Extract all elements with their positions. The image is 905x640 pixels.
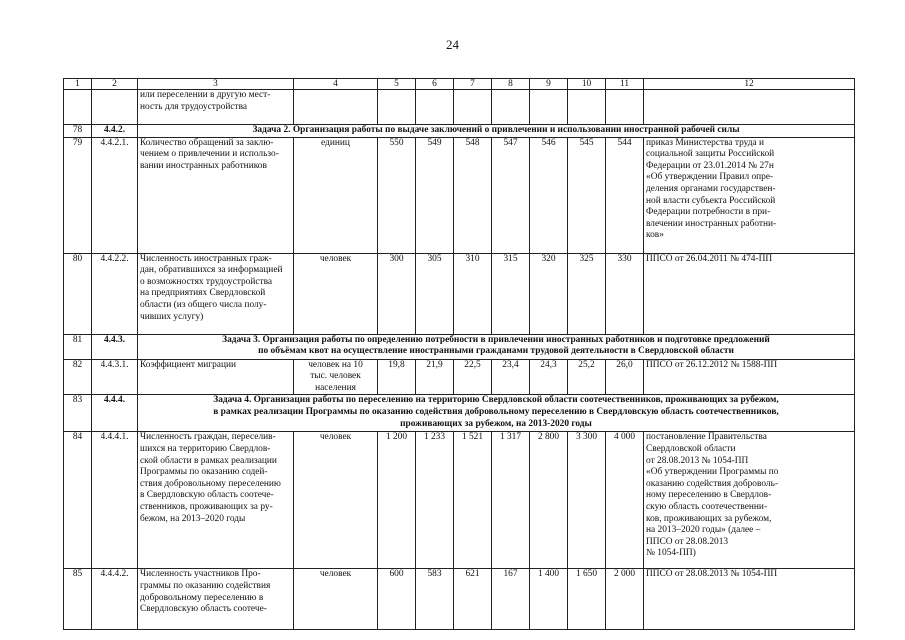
task-title — [138, 395, 855, 432]
text-line: ППСО от 26.12.2012 № 1588-ПП — [646, 359, 778, 370]
row-code: 4.4.2.1. — [92, 137, 138, 253]
text-line: шихся на территорию Свердлов- — [140, 443, 271, 454]
text-line: добровольному переселению в — [140, 592, 264, 603]
text-line: Численность граждан, переселив- — [140, 432, 276, 443]
task-title — [138, 334, 855, 359]
text-line: ной власти субъекта Российской — [646, 195, 776, 206]
header-cell: 4 — [294, 79, 378, 90]
page-number: 24 — [446, 37, 459, 52]
value-cell: 545 — [568, 137, 606, 253]
table-row-82 — [64, 359, 855, 395]
row-code: 4.4.4. — [92, 395, 138, 432]
indicator-cell — [138, 569, 294, 630]
text-line: оказанию содействия доброволь- — [646, 478, 778, 489]
value-cell: 583 — [416, 569, 454, 630]
value-cell: 1 521 — [454, 432, 492, 569]
text-line: ственников, проживающих за ру- — [140, 501, 273, 512]
text-line: населения — [315, 382, 356, 393]
text-line: по объёмам квот на осуществление иностранными гражданами трудовой деятельности в Свердловской области — [258, 346, 734, 357]
value-cell: 315 — [492, 253, 530, 334]
header-cell: 5 — [378, 79, 416, 90]
value-cell: 19,8 — [378, 359, 416, 395]
value-cell: 2 000 — [606, 569, 644, 630]
text-line: ской области в рамках реализации — [140, 455, 277, 466]
text-line: Программы по оказанию содей- — [140, 467, 268, 478]
unit-cell — [294, 359, 378, 395]
text-line: или переселении в другую мест- — [140, 90, 271, 100]
value-cell: 550 — [378, 137, 416, 253]
text-line: в Свердловскую область соотече- — [140, 490, 274, 501]
value-cell: 23,4 — [492, 359, 530, 395]
value-cell: 22,5 — [454, 359, 492, 395]
text-line: ствия добровольному переселению — [140, 478, 281, 489]
task-row-83 — [64, 395, 855, 432]
text-line: на предприятиях Свердловской — [140, 288, 266, 299]
value-cell: 3 300 — [568, 432, 606, 569]
text-line: социальной защиты Российской — [646, 149, 775, 160]
unit-cell — [294, 432, 378, 569]
text-line: № 1054-ПП) — [646, 548, 696, 559]
value-cell: 600 — [378, 569, 416, 630]
value-cell: 2 800 — [530, 432, 568, 569]
header-cell: 10 — [568, 79, 606, 90]
source-cell — [644, 359, 855, 395]
row-number: 84 — [64, 432, 92, 569]
indicator-cell — [138, 359, 294, 395]
task-row-81 — [64, 334, 855, 359]
text-line: ППСО от 26.04.2011 № 474-ПП — [646, 253, 773, 264]
text-line: области (из общего числа полу- — [140, 299, 267, 310]
header-cell: 3 — [138, 79, 294, 90]
text-line: постановление Правительства — [646, 432, 767, 443]
source-cell — [644, 137, 855, 253]
indicator-cell — [138, 90, 294, 125]
source-cell — [644, 432, 855, 569]
text-line: вании иностранных работников — [140, 160, 267, 171]
value-cell: 547 — [492, 137, 530, 253]
header-cell: 11 — [606, 79, 644, 90]
header-cell: 1 — [64, 79, 92, 90]
header-cell: 9 — [530, 79, 568, 90]
text-line: Федерации потребности в при- — [646, 207, 771, 218]
source-cell — [644, 253, 855, 334]
row-code: 4.4.4.2. — [92, 569, 138, 630]
task-row-78 — [64, 125, 855, 138]
text-line: Федерации от 23.01.2014 № 27н — [646, 160, 774, 171]
value-cell: 1 650 — [568, 569, 606, 630]
row-number: 78 — [64, 125, 92, 138]
indicator-cell — [138, 253, 294, 334]
value-cell: 26,0 — [606, 359, 644, 395]
text-line: проживающих за рубежом, на 2013-2020 годы — [400, 418, 592, 429]
text-line: влечении иностранных работни- — [646, 218, 777, 229]
row-number: 80 — [64, 253, 92, 334]
value-cell: 546 — [530, 137, 568, 253]
row-code: 4.4.4.1. — [92, 432, 138, 569]
text-line: «Об утверждении Правил опре- — [646, 172, 774, 183]
value-cell: 548 — [454, 137, 492, 253]
text-line: от 28.08.2013 № 1054-ПП — [646, 455, 749, 466]
value-cell: 549 — [416, 137, 454, 253]
value-cell: 1 200 — [378, 432, 416, 569]
value-cell: 305 — [416, 253, 454, 334]
row-code: 4.4.2. — [92, 125, 138, 138]
value-cell: 325 — [568, 253, 606, 334]
text-line: человек — [319, 432, 352, 443]
value-cell: 310 — [454, 253, 492, 334]
text-line: Коэффициент миграции — [140, 359, 237, 370]
value-cell: 320 — [530, 253, 568, 334]
text-line: приказ Министерства труда и — [646, 137, 765, 148]
text-line: ков, проживающих за рубежом, — [646, 513, 772, 524]
table-row-84 — [64, 432, 855, 569]
text-line: скую область соотечественни- — [646, 501, 768, 512]
text-line: Количество обращений за заклю- — [140, 137, 274, 148]
text-line: Задача 3. Организация работы по определению потребности в привлечении иностранных работников и подготовке предложений — [222, 334, 770, 345]
text-line: ков» — [646, 230, 664, 241]
header-row — [64, 79, 855, 90]
text-line: Задача 2. Организация работы по выдаче заключений о привлечении и использовании иностранной рабочей силы — [252, 125, 740, 135]
text-line: в рамках реализации Программы по оказанию содействия добровольному переселению в Свердловскую область соотечественников, — [213, 406, 779, 417]
indicator-cell — [138, 137, 294, 253]
value-cell: 330 — [606, 253, 644, 334]
header-cell: 2 — [92, 79, 138, 90]
text-line: ППСО от 28.08.2013 — [646, 536, 729, 547]
row-number: 81 — [64, 334, 92, 359]
row-number: 79 — [64, 137, 92, 253]
text-line: о возможностях трудоустройства — [140, 276, 273, 287]
table-row-80 — [64, 253, 855, 334]
row-code: 4.4.3.1. — [92, 359, 138, 395]
row-code: 4.4.2.2. — [92, 253, 138, 334]
text-line: ному переселению в Свердлов- — [646, 490, 772, 501]
continuation-row — [64, 90, 855, 125]
header-cell: 12 — [644, 79, 855, 90]
task-title — [138, 125, 855, 138]
header-cell: 7 — [454, 79, 492, 90]
text-line: деления органами государствен- — [646, 183, 776, 194]
value-cell: 1 317 — [492, 432, 530, 569]
text-line: Свердловской области — [646, 443, 736, 454]
value-cell: 1 233 — [416, 432, 454, 569]
row-code: 4.4.3. — [92, 334, 138, 359]
source-cell — [644, 569, 855, 630]
text-line: Задача 4. Организация работы по переселению на территорию Свердловской области соотечественников, проживающих за рубежом, — [213, 395, 779, 406]
text-line: человек на 10 — [308, 359, 363, 370]
text-line: чением о привлечении и использо- — [140, 149, 279, 160]
header-cell: 6 — [416, 79, 454, 90]
text-line: граммы по оказанию содействия — [140, 580, 271, 591]
unit-cell — [294, 569, 378, 630]
text-line: дан, обратившихся за информацией — [140, 265, 283, 276]
text-line: человек — [319, 253, 352, 264]
unit-cell — [294, 137, 378, 253]
text-line: бежом, на 2013–2020 годы — [140, 513, 246, 524]
text-line: на 2013–2020 годы» (далее – — [646, 525, 761, 536]
text-line: человек — [319, 569, 352, 580]
row-number: 82 — [64, 359, 92, 395]
row-number: 85 — [64, 569, 92, 630]
indicator-cell — [138, 432, 294, 569]
value-cell: 24,3 — [530, 359, 568, 395]
text-line: чивших услугу) — [140, 311, 204, 322]
indicators-table — [63, 78, 855, 630]
text-line: Численность участников Про- — [140, 569, 261, 580]
value-cell: 4 000 — [606, 432, 644, 569]
text-line: Численность иностранных граж- — [140, 253, 272, 264]
text-line: тыс. человек — [310, 371, 361, 382]
value-cell: 167 — [492, 569, 530, 630]
text-line: Свердловскую область соотече- — [140, 604, 267, 615]
value-cell: 21,9 — [416, 359, 454, 395]
value-cell: 25,2 — [568, 359, 606, 395]
table-row-85 — [64, 569, 855, 630]
text-line: единиц — [321, 137, 350, 148]
unit-cell — [294, 253, 378, 334]
header-cell: 8 — [492, 79, 530, 90]
text-line: ППСО от 28.08.2013 № 1054-ПП — [646, 569, 778, 580]
table-row-79 — [64, 137, 855, 253]
text-line: ность для трудоустройства — [140, 101, 248, 112]
value-cell: 300 — [378, 253, 416, 334]
value-cell: 544 — [606, 137, 644, 253]
text-line: «Об утверждении Программы по — [646, 467, 779, 478]
value-cell: 621 — [454, 569, 492, 630]
value-cell: 1 400 — [530, 569, 568, 630]
row-number: 83 — [64, 395, 92, 432]
